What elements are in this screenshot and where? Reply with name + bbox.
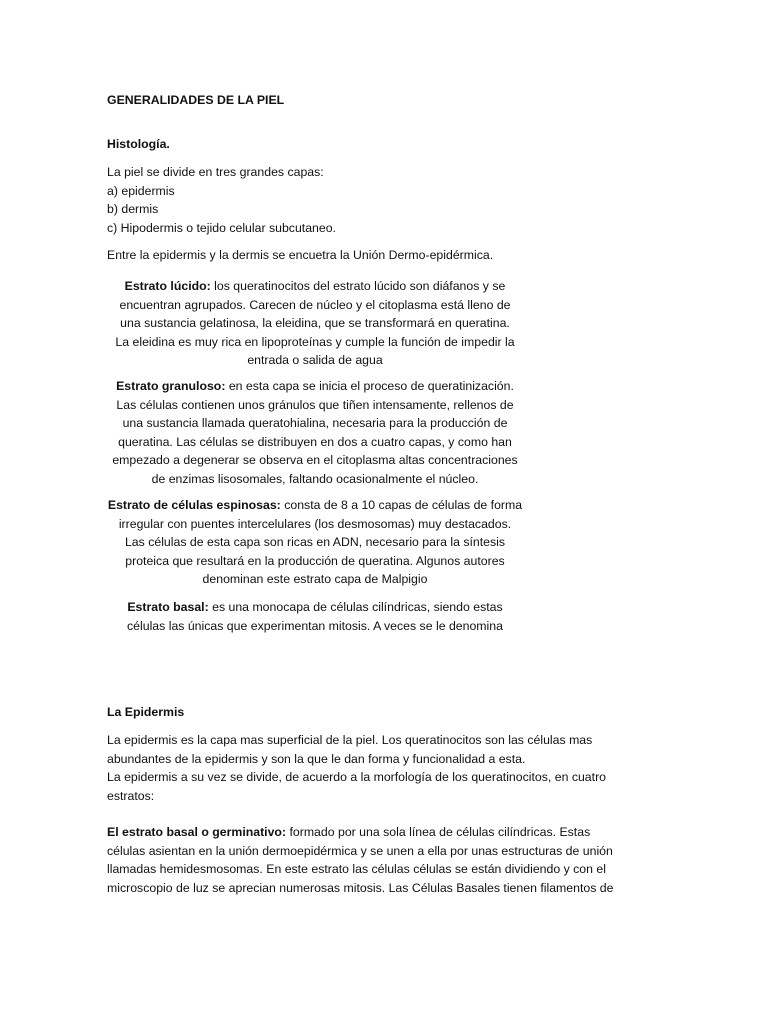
estrato-basal-line: es una monocapa de células cilíndricas, siendo estas — [208, 600, 503, 614]
estrato-basal-paragraph — [105, 598, 525, 635]
basal-germinativo-paragraph — [107, 823, 647, 897]
capas-list — [107, 163, 637, 237]
estrato-espinosas-line: irregular con puentes intercelulares (los desmosomas) muy destacados. — [118, 516, 512, 531]
capas-item-epidermis: a) epidermis — [107, 183, 175, 198]
epidermis-line: La epidermis es la capa mas superficial de la piel. Los queratinocitos son las células mas — [107, 733, 593, 747]
epidermis-line: abundantes de la epidermis y son la que le dan forma y funcionalidad a esta. — [107, 751, 526, 766]
basal-germinativo-line: microscopio de luz se aprecian numerosas mitosis. Las Células Basales tienen filamentos de — [107, 880, 614, 895]
estrato-lucido-line: una sustancia gelatinosa, la eleidina, que se transformará en queratina. — [120, 316, 510, 331]
estrato-granuloso-line: queratina. Las células se distribuyen en dos a cuatro capas, y como han — [118, 434, 512, 449]
estrato-espinosas-paragraph — [105, 496, 525, 589]
union-dermoepidermica-text: Entre la epidermis y la dermis se encuetra la Unión Dermo-epidérmica. — [107, 248, 494, 262]
estrato-espinosas-line: Las células de esta capa son ricas en ADN, necesario para la síntesis — [124, 535, 506, 550]
estrato-granuloso-line: de enzimas lisosomales, faltando ocasionalmente el núcleo. — [151, 471, 479, 486]
estrato-espinosas-line: proteica que resultará en la producción de queratina. Algunos autores — [125, 553, 505, 568]
histologia-heading: Histología. — [107, 137, 170, 151]
epidermis-heading: La Epidermis — [107, 705, 185, 719]
capas-item-hipodermis: c) Hipodermis o tejido celular subcutaneo. — [107, 220, 336, 235]
estrato-granuloso-line: Las células contienen unos gránulos que tiñen intensamente, rellenos de — [116, 397, 514, 412]
estrato-espinosas-line: consta de 8 a 10 capas de células de forma — [280, 498, 523, 512]
epidermis-line: La epidermis a su vez se divide, de acuerdo a la morfología de los queratinocitos, en cuatro — [107, 770, 606, 785]
estrato-espinosas-line: denominan este estrato capa de Malpigio — [202, 572, 428, 587]
estrato-granuloso-term: Estrato granuloso: — [116, 379, 226, 393]
basal-germinativo-line: células asientan en la unión dermoepidérmica y se unen a ella por unas estructuras de unión — [107, 843, 613, 858]
estrato-lucido-line: encuentran agrupados. Carecen de núcleo y el citoplasma está lleno de — [119, 297, 511, 312]
document-title: GENERALIDADES DE LA PIEL — [107, 93, 285, 107]
capas-intro-line: La piel se divide en tres grandes capas: — [107, 165, 324, 179]
estrato-lucido-term: Estrato lúcido: — [124, 279, 211, 293]
estrato-basal-term: Estrato basal: — [127, 600, 209, 614]
estrato-granuloso-paragraph — [105, 377, 525, 489]
estrato-lucido-line: La eleidina es muy rica en lipoproteínas y cumple la función de impedir la — [115, 334, 515, 349]
epidermis-paragraph — [107, 731, 647, 805]
estrato-granuloso-line: una sustancia llamada queratohialina, necesaria para la producción de — [122, 416, 508, 431]
estrato-granuloso-line: en esta capa se inicia el proceso de queratinización. — [225, 379, 514, 393]
epidermis-line: estratos: — [107, 788, 155, 803]
estrato-lucido-line: entrada o salida de agua — [247, 353, 383, 368]
basal-germinativo-term: El estrato basal o germinativo: — [107, 825, 287, 839]
estrato-basal-line: células las únicas que experimentan mitosis. A veces se le denomina — [127, 618, 503, 633]
estrato-granuloso-line: empezado a degenerar se observa en el citoplasma altas concentraciones — [112, 453, 518, 468]
estrato-lucido-paragraph — [105, 277, 525, 370]
capas-item-dermis: b) dermis — [107, 202, 159, 217]
basal-germinativo-line: llamadas hemidesmosomas. En este estrato las células células se están dividiendo y con el — [107, 862, 606, 877]
estrato-espinosas-term: Estrato de células espinosas: — [107, 498, 281, 512]
estrato-lucido-line: los queratinocitos del estrato lúcido son diáfanos y se — [210, 279, 506, 293]
basal-germinativo-line: formado por una sola línea de células cilíndricas. Estas — [286, 825, 591, 839]
